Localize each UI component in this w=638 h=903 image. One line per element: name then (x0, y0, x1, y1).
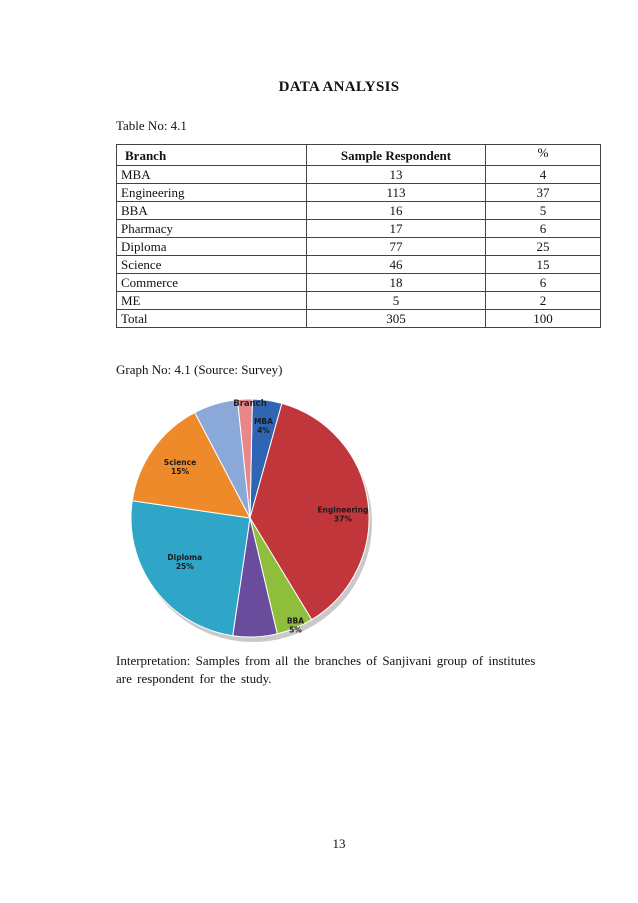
table-header-row (117, 145, 601, 166)
pie-title: Branch (233, 399, 267, 409)
table-row (117, 166, 601, 184)
cell-branch: Engineering (117, 184, 307, 202)
cell-sample: 16 (307, 202, 486, 220)
table-row (117, 220, 601, 238)
cell-branch: BBA (117, 202, 307, 220)
cell-branch: ME (117, 292, 307, 310)
cell-percent: 6 (486, 274, 601, 292)
cell-branch: Pharmacy (117, 220, 307, 238)
pie-label-name: MBA (253, 417, 273, 427)
cell-sample: 77 (307, 238, 486, 256)
table-row (117, 274, 601, 292)
pie-label-value: 5% (289, 625, 302, 635)
interpretation-text: Interpretation: Samples from all the branches of Sanjivani group of institutes are respondent for the study. (116, 653, 536, 686)
table-total-row (117, 310, 601, 328)
table-row (117, 256, 601, 274)
cell-branch: Commerce (117, 274, 307, 292)
cell-percent: 4 (486, 166, 601, 184)
data-table (116, 144, 601, 328)
cell-percent: 25 (486, 238, 601, 256)
cell-branch: MBA (117, 166, 307, 184)
cell-sample: 113 (307, 184, 486, 202)
cell-sample: 18 (307, 274, 486, 292)
cell-branch: Diploma (117, 238, 307, 256)
page-number: 13 (332, 836, 346, 851)
header-percent: % (486, 145, 601, 166)
table-row (117, 238, 601, 256)
table-row (117, 292, 601, 310)
table-row (117, 202, 601, 220)
pie-label-name: Science (163, 458, 197, 468)
cell-sample: 13 (307, 166, 486, 184)
header-branch: Branch (117, 145, 307, 166)
cell-percent: 100 (486, 310, 601, 328)
cell-branch: Science (117, 256, 307, 274)
cell-branch: Total (117, 310, 307, 328)
cell-sample: 5 (307, 292, 486, 310)
cell-sample: 17 (307, 220, 486, 238)
cell-percent: 6 (486, 220, 601, 238)
pie-label-value: 25% (175, 562, 194, 572)
page-heading: DATA ANALYSIS (278, 79, 400, 95)
cell-percent: 5 (486, 202, 601, 220)
table-row (117, 184, 601, 202)
pie-label-value: 15% (171, 467, 189, 477)
cell-sample: 46 (307, 256, 486, 274)
header-sample-respondent: Sample Respondent (307, 145, 486, 166)
pie-label-value: 37% (333, 514, 352, 524)
pie-label-name: Engineering (317, 505, 369, 515)
pie-label-name: Diploma (167, 553, 203, 563)
cell-percent: 15 (486, 256, 601, 274)
cell-sample: 305 (307, 310, 486, 328)
pie-chart (120, 392, 380, 652)
cell-percent: 37 (486, 184, 601, 202)
graph-caption: Graph No: 4.1 (Source: Survey) (116, 362, 283, 377)
cell-percent: 2 (486, 292, 601, 310)
pie-label-value: 4% (257, 426, 270, 436)
table-caption: Table No: 4.1 (116, 118, 187, 133)
pie-label-name: BBA (286, 616, 305, 626)
